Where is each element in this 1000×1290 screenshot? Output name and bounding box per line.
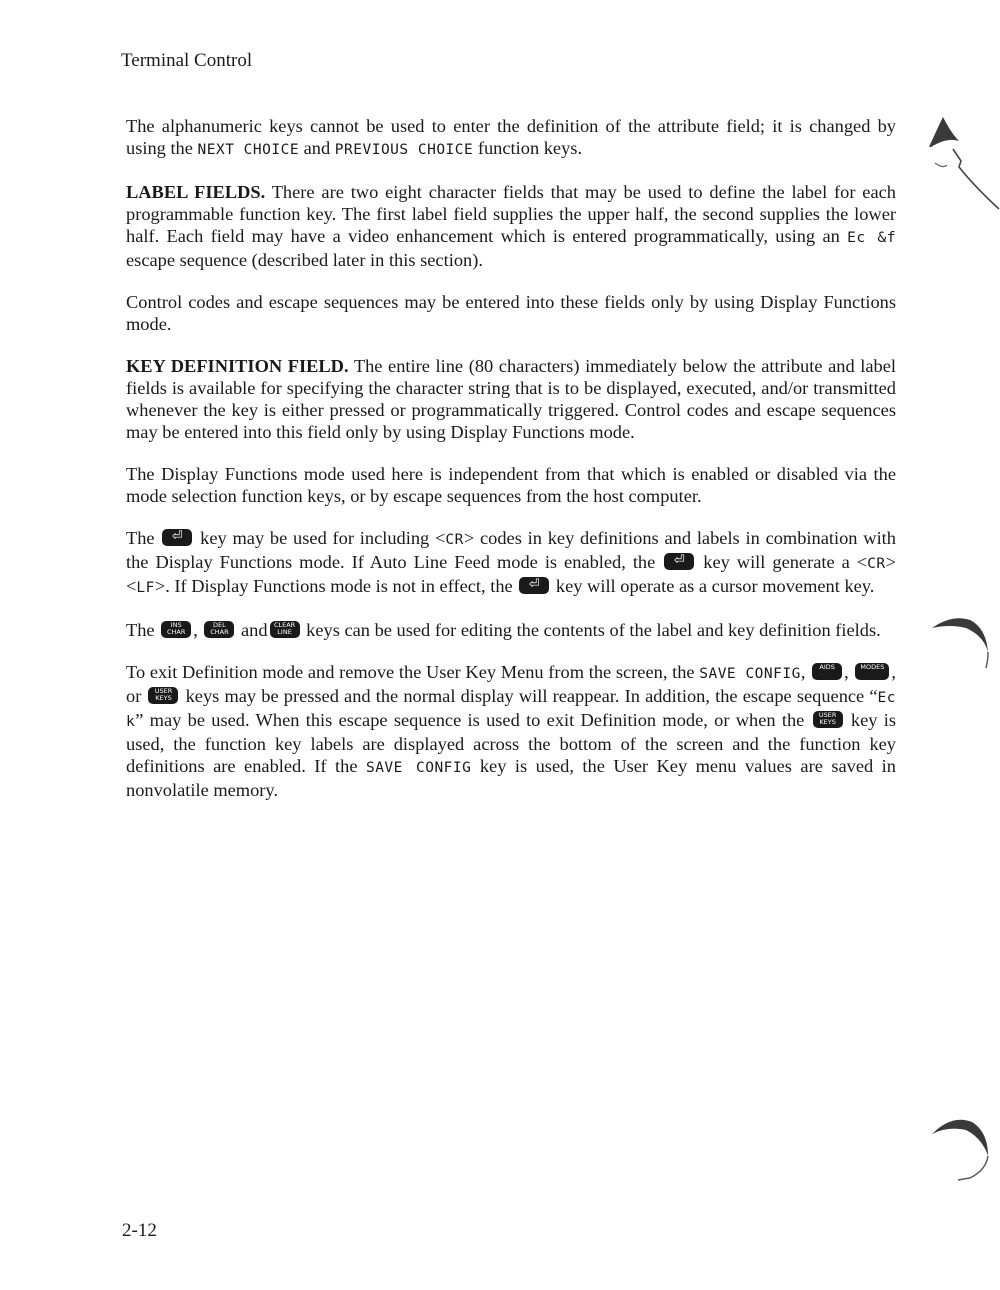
key-definition-field-term: KEY DEFINITION FIELD. — [126, 356, 349, 376]
text: >< — [126, 552, 896, 596]
text: >. If Display Functions mode is not in effect, the — [154, 576, 518, 596]
text: , — [800, 662, 811, 682]
user-keys-key-icon: USER KEYS — [148, 687, 178, 704]
modes-key-icon: MODES — [855, 663, 889, 680]
aids-key-icon: AIDS — [812, 663, 842, 680]
text: The — [126, 528, 161, 548]
clear-line-key-icon: CLEAR LINE — [270, 621, 300, 638]
label-fields-term: LABEL FIELDS. — [126, 182, 266, 202]
paragraph-return-key — [126, 527, 896, 599]
save-config-key-name: SAVE CONFIG — [699, 666, 801, 682]
text: The alphanumeric keys cannot be used to enter the definition of the attribute field; it is changed by using the — [126, 116, 896, 158]
insert-char-key-icon: INS CHAR — [161, 621, 191, 638]
text: escape sequence (described later in this section). — [126, 250, 483, 270]
scan-mark-middle — [930, 612, 1000, 672]
text: The Display Functions mode used here is independent from that which is enabled or disabled via the mode selection function keys, or by escape sequences from the host computer. — [126, 464, 896, 506]
text: Control codes and escape sequences may be entered into these fields only by using Display Functions mode. — [126, 292, 896, 334]
paragraph-display-functions — [126, 463, 896, 507]
next-choice-key-name: NEXT CHOICE — [197, 142, 300, 158]
return-key-icon: ⏎ — [519, 577, 549, 594]
text: , or — [126, 662, 897, 706]
text: key will operate as a cursor movement key. — [551, 576, 875, 596]
text: and — [299, 138, 335, 158]
return-key-icon: ⏎ — [162, 529, 192, 546]
text: , — [844, 662, 854, 682]
text: , — [193, 620, 203, 640]
text: keys may be pressed and the normal display will reappear. In addition, the escape sequence “ — [180, 686, 878, 706]
text: To exit Definition mode and remove the User Key Menu from the screen, the — [126, 662, 700, 682]
scan-mark-top — [925, 115, 1000, 210]
text: > codes in key definitions and labels in combination with the Display Functions mode. If Auto Line Feed mode is enabled, the — [126, 528, 896, 572]
text: There are two eight character fields that may be used to define the label for each programmable function key. The first label field supplies the upper half, the second supplies the lower half. Each field may have a video enhancement which is entered programmatically, using an — [126, 182, 896, 246]
text: key may be used for including < — [194, 528, 446, 548]
escape-sequence-code: Ec &f — [847, 230, 896, 246]
delete-char-key-icon: DEL CHAR — [204, 621, 234, 638]
previous-choice-key-name: PREVIOUS CHOICE — [334, 142, 474, 158]
cr-code: CR — [445, 532, 464, 548]
paragraph-key-definition-field — [126, 355, 896, 443]
return-key-icon: ⏎ — [664, 553, 694, 570]
user-keys-key-icon: USER KEYS — [813, 711, 843, 728]
paragraph-control-codes — [126, 291, 896, 335]
paragraph-editing-keys — [126, 619, 896, 641]
escape-sequence-code: Ec k — [126, 690, 896, 730]
paragraph-attribute-field — [126, 115, 896, 161]
paragraph-exit-definition-mode — [126, 661, 896, 801]
text: key will generate a < — [696, 552, 868, 572]
text: The entire line (80 characters) immediately below the attribute and label fields is available for specifying the character string that is to be displayed, executed, and/or transmitted whenever the key is either pressed or programmatically triggered. Control codes and escape sequences may be entered into this field only by using Display Functions mode. — [126, 356, 896, 442]
text: key is used, the function key labels are displayed across the bottom of the screen and the function key definitions are enabled. If the — [126, 710, 896, 776]
page-header: Terminal Control — [121, 50, 253, 71]
scan-mark-bottom — [930, 1110, 1000, 1190]
text: and — [236, 620, 268, 640]
text: function keys. — [473, 138, 583, 158]
text: keys can be used for editing the contents of the label and key definition fields. — [301, 620, 881, 640]
save-config-key-name: SAVE CONFIG — [365, 760, 472, 776]
cr-code: CR — [867, 556, 886, 572]
paragraph-label-fields — [126, 181, 896, 271]
text: The — [126, 620, 160, 640]
text: key is used, the User Key menu values are saved in nonvolatile memory. — [126, 756, 896, 800]
text: ” may be used. When this escape sequence is used to exit Definition mode, or when the — [135, 710, 811, 730]
body-text — [126, 115, 896, 821]
page-number: 2-12 — [122, 1220, 157, 1241]
lf-code: LF — [136, 580, 155, 596]
